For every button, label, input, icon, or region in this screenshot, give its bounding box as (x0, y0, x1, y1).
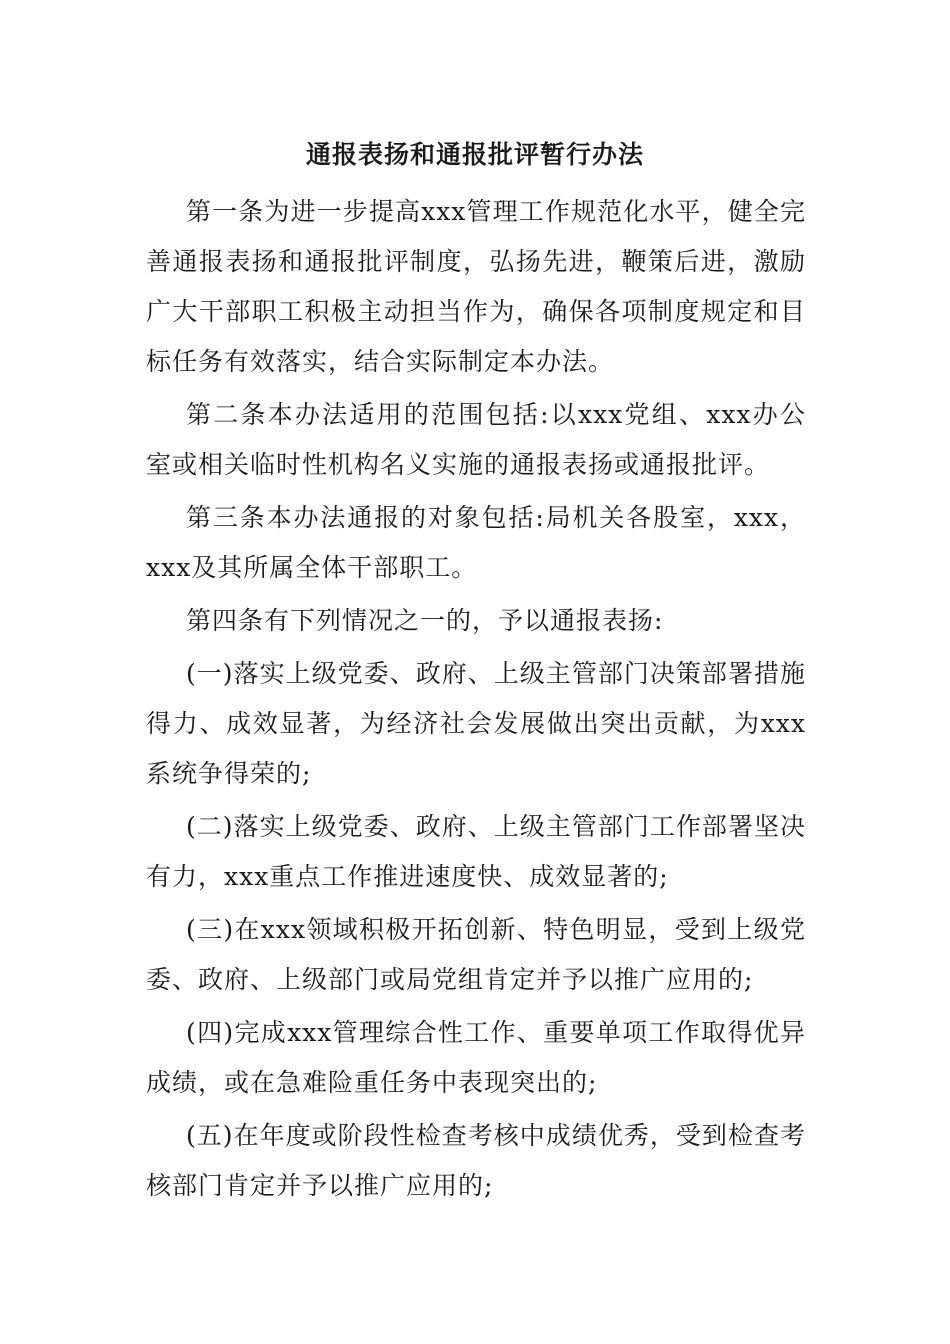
article-4-paragraph: 第四条有下列情况之一的，予以通报表扬: (186, 606, 664, 635)
item-1-paragraph: (一)落实上级党委、政府、上级主管部门决策部署措施得力、成效显著，为经济社会发展做出突出贡献，为xxx系统争得荣的; (146, 659, 806, 788)
item-2-paragraph: (二)落实上级党委、政府、上级主管部门工作部署坚决有力，xxx重点工作推进速度快、成效显著的; (146, 812, 806, 891)
item-3-paragraph: (三)在xxx领域积极开拓创新、特色明显，受到上级党委、政府、上级部门或局党组肯定并予以推广应用的; (146, 915, 806, 994)
document-title: 通报表扬和通报批评暂行办法 (305, 140, 644, 169)
article-1-paragraph: 第一条为进一步提高xxx管理工作规范化水平，健全完善通报表扬和通报批评制度，弘扬先进，鞭策后进，激励广大干部职工积极主动担当作为，确保各项制度规定和目标任务有效落实，结合实际制定本办法。 (146, 197, 806, 376)
article-2-paragraph: 第二条本办法适用的范围包括:以xxx党组、xxx办公室或相关临时性机构名义实施的通报表扬或通报批评。 (146, 400, 806, 479)
document-body (146, 187, 806, 1214)
item-5-paragraph: (五)在年度或阶段性检查考核中成绩优秀，受到检查考核部门肯定并予以推广应用的; (146, 1121, 806, 1200)
item-4-paragraph: (四)完成xxx管理综合性工作、重要单项工作取得优异成绩，或在急难险重任务中表现突出的; (146, 1018, 806, 1097)
article-3-paragraph: 第三条本办法通报的对象包括:局机关各股室，xxx，xxx及其所属全体干部职工。 (146, 503, 806, 582)
